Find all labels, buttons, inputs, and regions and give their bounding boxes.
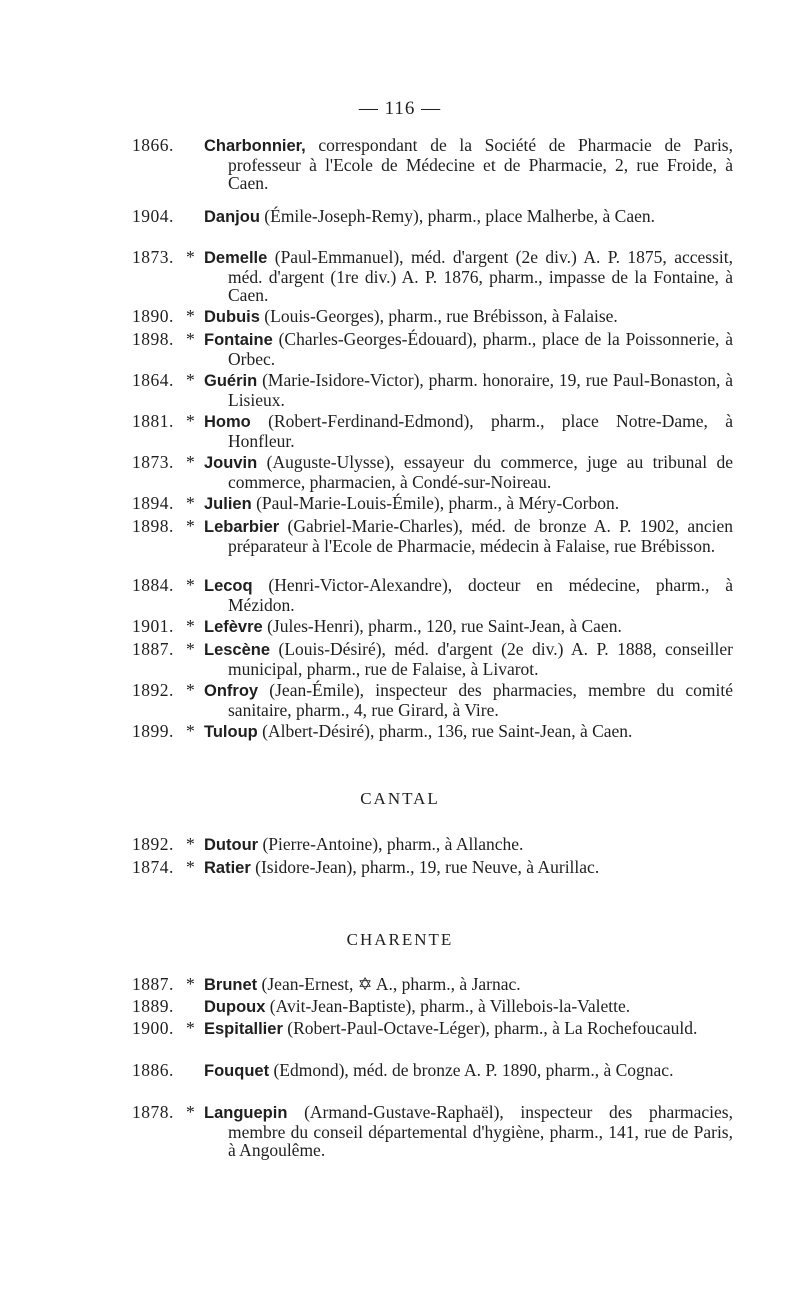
entry-star: * [186, 411, 195, 431]
entry-text [204, 617, 733, 637]
section-heading-charente: CHARENTE [346, 930, 454, 949]
entry-year: 1887. [132, 639, 174, 659]
entry-text [204, 722, 733, 742]
charente-section [0, 975, 800, 1163]
entry-star: * [186, 1102, 195, 1122]
section-heading-cantal: CANTAL [360, 789, 440, 808]
entry-name: Tuloup [204, 723, 258, 741]
entry-text [204, 330, 733, 368]
entry-name: Danjou [204, 208, 260, 226]
entry-details: (Robert-Paul-Octave-Léger), pharm., à La Rochefoucauld. [282, 1018, 698, 1038]
entry-star: * [186, 306, 195, 326]
entry-details: (Jean-Ernest, ✡ A., pharm., à Jarnac. [257, 974, 521, 994]
entry-name: Guérin [204, 372, 258, 390]
entry-text [204, 453, 733, 491]
entry-text [204, 371, 733, 409]
entry-star: * [186, 834, 195, 854]
entry-details: (Louis-Désiré), méd. d'argent (2e div.) A. P. 1888, conseiller municipal, pharm., rue de Falaise, à Livarot. [228, 639, 733, 679]
list-item [0, 494, 800, 517]
entry-year: 1878. [132, 1102, 174, 1122]
entry-star: * [186, 329, 195, 349]
entry-details: (Paul-Emmanuel), méd. d'argent (2e div.) A. P. 1875, accessit, méd. d'argent (1re div.) A. P. 1876, pharm., impasse de la Fontaine, à Caen. [228, 247, 733, 306]
entry-year: 1864. [132, 370, 174, 390]
entry-details: (Gabriel-Marie-Charles), méd. de bronze A. P. 1902, ancien préparateur à l'Ecole de Pharmacie, médecin à Falaise, rue Brébisson. [228, 516, 733, 556]
list-item [0, 640, 800, 681]
entry-name: Dubuis [204, 308, 260, 326]
entry-star: * [186, 857, 195, 877]
list-item [0, 1019, 800, 1061]
entry-text [204, 858, 733, 878]
entry-name: Onfroy [204, 682, 259, 700]
entry-text [204, 248, 733, 305]
list-item [0, 248, 800, 307]
entry-name: Languepin [204, 1104, 288, 1122]
entry-year: 1898. [132, 329, 174, 349]
entry-star: * [186, 721, 195, 741]
entry-year: 1898. [132, 516, 174, 536]
list-item [0, 330, 800, 371]
entry-star: * [186, 616, 195, 636]
entry-name: Fouquet [204, 1062, 270, 1080]
entry-details: (Isidore-Jean), pharm., 19, rue Neuve, à Aurillac. [250, 857, 600, 877]
entry-name: Espitallier [204, 1020, 283, 1038]
entry-year: 1900. [132, 1018, 174, 1038]
entry-details: (Armand-Gustave-Raphaël), inspecteur des pharmacies, membre du conseil départemental d'hygiène, pharm., 141, rue de Paris, à Angoulême. [228, 1102, 733, 1161]
entry-year: 1899. [132, 721, 174, 741]
entry-details: (Émile-Joseph-Remy), pharm., place Malherbe, à Caen. [259, 206, 655, 226]
list-item [0, 517, 800, 576]
entry-text [204, 997, 733, 1017]
entry-star: * [186, 680, 195, 700]
entry-text [204, 494, 733, 514]
entry-year: 1901. [132, 616, 174, 636]
entry-text [204, 307, 733, 327]
list-item [0, 453, 800, 494]
list-item [0, 307, 800, 330]
entry-year: 1892. [132, 680, 174, 700]
entry-name: Lescène [204, 641, 271, 659]
entry-text [204, 1061, 733, 1081]
entry-details: correspondant de la Société de Pharmacie de Paris, professeur à l'Ecole de Médecine et de Pharmacie, 2, rue Froide, à Caen. [228, 135, 733, 194]
cantal-section [0, 835, 800, 881]
entry-details: (Robert-Ferdinand-Edmond), pharm., place Notre-Dame, à Honfleur. [228, 411, 733, 451]
entry-details: (Albert-Désiré), pharm., 136, rue Saint-Jean, à Caen. [257, 721, 633, 741]
entry-year: 1887. [132, 974, 174, 994]
list-item [0, 576, 800, 617]
entry-year: 1873. [132, 247, 174, 267]
calvados-section [0, 136, 800, 745]
entry-details: (Avit-Jean-Baptiste), pharm., à Villebois-la-Valette. [265, 996, 631, 1016]
entry-name: Demelle [204, 249, 268, 267]
entry-details: (Henri-Victor-Alexandre), docteur en médecine, pharm., à Mézidon. [228, 575, 733, 615]
list-item [0, 207, 800, 248]
entry-star: * [186, 493, 195, 513]
entry-name: Dutour [204, 836, 259, 854]
entry-details: (Marie-Isidore-Victor), pharm. honoraire, 19, rue Paul-Bonaston, à Lisieux. [228, 370, 733, 410]
list-item [0, 975, 800, 997]
entry-details: (Louis-Georges), pharm., rue Brébisson, à Falaise. [259, 306, 618, 326]
entry-star: * [186, 1018, 195, 1038]
list-item [0, 858, 800, 881]
entry-year: 1890. [132, 306, 174, 326]
entry-year: 1904. [132, 206, 174, 226]
entry-year: 1889. [132, 996, 174, 1016]
entry-details: (Pierre-Antoine), pharm., à Allanche. [258, 834, 524, 854]
entry-text [204, 1019, 733, 1039]
entry-name: Homo [204, 413, 251, 431]
list-item [0, 1103, 800, 1163]
entry-year: 1873. [132, 452, 174, 472]
entry-text [204, 517, 733, 555]
entry-name: Brunet [204, 976, 258, 994]
entry-text [204, 136, 733, 193]
page-number: — 116 — [358, 98, 442, 119]
entry-star: * [186, 370, 195, 390]
entry-year: 1881. [132, 411, 174, 431]
entry-details: (Paul-Marie-Louis-Émile), pharm., à Méry-Corbon. [251, 493, 620, 513]
entry-text [204, 1103, 733, 1160]
entry-name: Jouvin [204, 454, 258, 472]
entry-star: * [186, 452, 195, 472]
entry-text [204, 576, 733, 614]
list-item [0, 617, 800, 640]
list-item [0, 412, 800, 453]
entry-year: 1884. [132, 575, 174, 595]
list-item [0, 1061, 800, 1103]
entry-year: 1866. [132, 135, 174, 155]
entry-name: Fontaine [204, 331, 273, 349]
entry-details: (Jules-Henri), pharm., 120, rue Saint-Jean, à Caen. [262, 616, 622, 636]
entry-details: (Auguste-Ulysse), essayeur du commerce, juge au tribunal de commerce, pharmacien, à Condé-sur-Noireau. [228, 452, 733, 492]
list-item [0, 371, 800, 412]
list-item [0, 997, 800, 1019]
entry-star: * [186, 516, 195, 536]
entry-text [204, 681, 733, 719]
entry-details: (Edmond), méd. de bronze A. P. 1890, pharm., à Cognac. [269, 1060, 674, 1080]
entry-star: * [186, 575, 195, 595]
entry-name: Dupoux [204, 998, 266, 1016]
entry-star: * [186, 974, 195, 994]
entry-star: * [186, 639, 195, 659]
entry-text [204, 640, 733, 678]
entry-year: 1886. [132, 1060, 174, 1080]
list-item [0, 722, 800, 745]
entry-year: 1894. [132, 493, 174, 513]
entry-details: (Charles-Georges-Édouard), pharm., place de la Poissonnerie, à Orbec. [228, 329, 733, 369]
entry-star: * [186, 247, 195, 267]
entry-text [204, 975, 733, 995]
entry-year: 1874. [132, 857, 174, 877]
list-item [0, 136, 800, 207]
entry-name: Lecoq [204, 577, 253, 595]
entry-text [204, 412, 733, 450]
list-item [0, 681, 800, 722]
entry-name: Lefèvre [204, 618, 263, 636]
entry-year: 1892. [132, 834, 174, 854]
entry-name: Ratier [204, 859, 251, 877]
entry-text [204, 835, 733, 855]
entry-name: Julien [204, 495, 252, 513]
entry-name: Charbonnier, [204, 137, 306, 155]
entry-name: Lebarbier [204, 518, 280, 536]
list-item [0, 835, 800, 858]
entry-text [204, 207, 733, 227]
entry-details: (Jean-Émile), inspecteur des pharmacies, membre du comité sanitaire, pharm., 4, rue Girard, à Vire. [228, 680, 733, 720]
